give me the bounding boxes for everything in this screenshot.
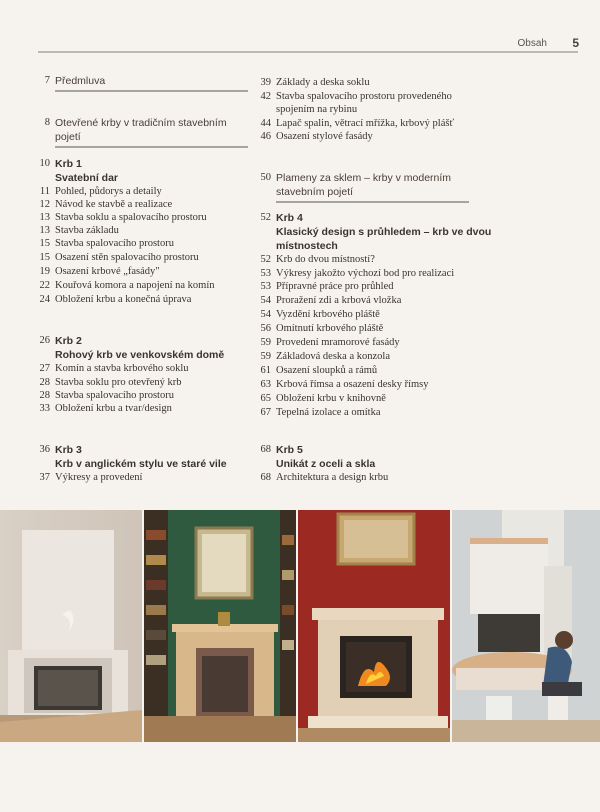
toc-left-column: 7 Předmluva 8 Otevřené krby v tradičním stavebním pojetí 10 Krb 1 Svatební dar 11 Pohled, půdorys a detaily 12 Návod ke stavbě a realizace 13 Stavba soklu a spalovacího prostoru 13 Stavba základu 15 Stavba spalovacího prostoru 15 Osazení stěn spalovacího prostoru 19 Osazení krbové „fasády" 22 Kouřová komora a napojení na komín 24 Obložení krbu a konečná úprava 26 Krb 2 Rohový krb ve venkovském domě 27 Komín a stavba krbového soklu 28 Stavba soklu pro otevřený krb 28 Stavba spalovacího prostoru 33 Obložení krbu a tvar/design 36 Krb 3 Krb v anglickém stylu ve staré vile 37 Výkresy a provedení [35,0,260,500]
section-rule [276,201,469,203]
page-number: 5 [572,36,579,50]
photo-white-fireplace [0,510,142,742]
photo-green-library-fireplace [144,510,296,742]
toc-right-column: 39 Základy a deska soklu 42 Stavba spalovacího prostoru provedeného spojením na rybinu 44 Lapač spalin, větrací mřížka, krbový plášť 46 Osazení stylové fasády 50 Plameny za sklem – krby v moderním stavebním pojetí 52 Krb 4 Klasický design s průhledem – krb ve dvou místnostech 52 Krb do dvou místností? 53 Výkresy jakožto výchozí bod pro realizaci 53 Přípravné práce pro průhled 54 Proražení zdi a krbová vložka 54 Vyzdění krbového pláště 56 Omítnutí krbového pláště 59 Provedení mramorové fasády 59 Základová deska a konzola 61 Osazení sloupků a rámů 63 Krbová římsa a osazení desky římsy 65 Obložení krbu v knihovně 67 Tepelná izolace a omítka 68 Krb 5 Unikát z oceli a skla 68 Architektura a design krbu [260,77,492,483]
fireplace-photo-strip [0,510,600,742]
section-rule [55,90,248,92]
running-head: Obsah [517,38,547,49]
photo-red-wall-fireplace [298,510,450,742]
section-rule [55,146,248,148]
photo-fireplace-construction [452,510,600,742]
